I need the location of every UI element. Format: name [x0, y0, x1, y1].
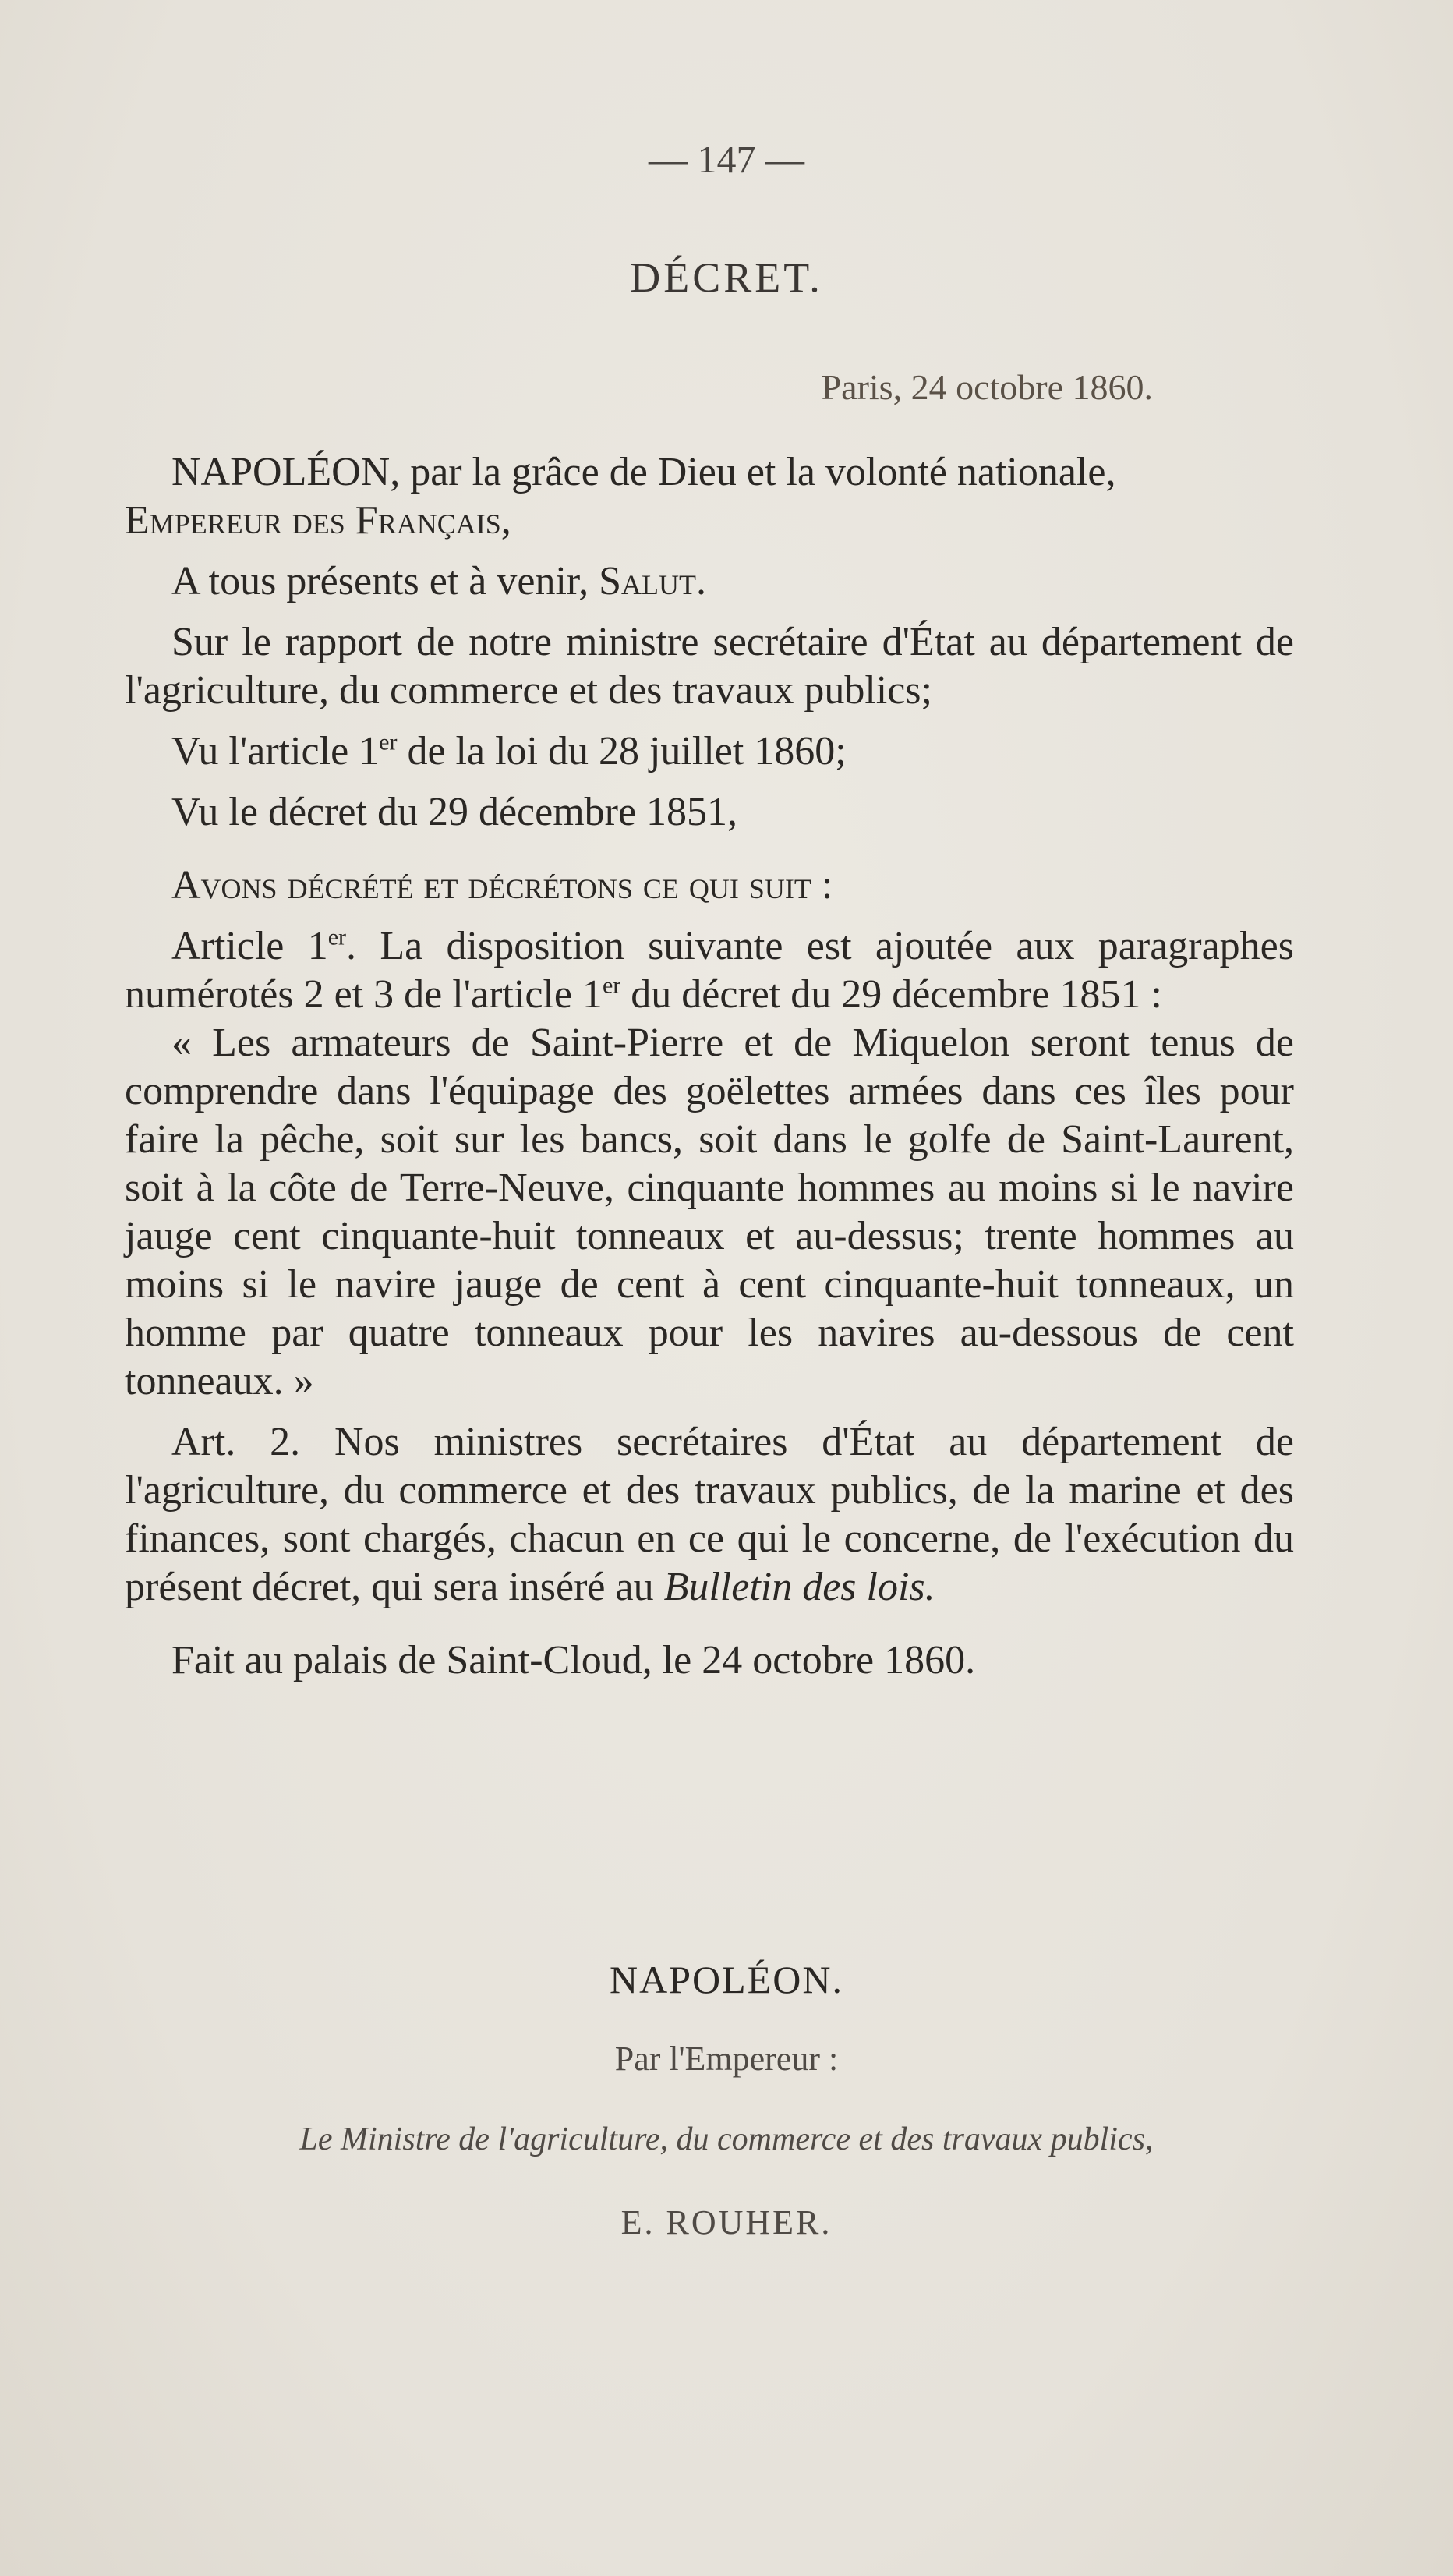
article-1-head: Article 1 — [171, 924, 328, 968]
article-1-text-b: du décret du 29 décembre 1851 : — [620, 972, 1162, 1017]
salut-word: Salut. — [599, 559, 707, 603]
article-1-head-sup: er — [327, 924, 347, 950]
fait-line: Fait au palais de Saint-Cloud, le 24 octobre 1860. — [171, 1638, 976, 1683]
intro-line-2: Empereur des Français, — [125, 498, 511, 543]
intro-line-1: NAPOLÉON, par la grâce de Dieu et la volonté nationale, — [171, 450, 1116, 494]
vu-loi-line — [125, 727, 1294, 776]
vu-loi-a: Vu l'article 1 — [171, 729, 380, 773]
minister-name: E. ROUHER. — [620, 2203, 833, 2242]
par-empereur: Par l'Empereur : — [614, 2040, 839, 2078]
article-2 — [125, 1418, 1294, 1612]
decree-body — [125, 448, 1294, 1685]
article-2-text: Art. 2. Nos ministres secrétaires d'État au département de l'agriculture, du commerce et des travaux publics, de la marine et des finances, sont chargés, chacun en ce qui le concerne, de l'exécution du présent décret, qui sera inséré au — [125, 1420, 1294, 1609]
salut-line — [125, 557, 1294, 606]
article-1-text-sup: er — [602, 972, 621, 999]
bulletin-des-lois: Bulletin des lois. — [663, 1565, 935, 1609]
article-1-text-a: . La disposition suivante est ajoutée aux paragraphes numérotés 2 et 3 de l'article 1 — [125, 924, 1294, 1017]
page-number: — 147 — — [649, 137, 804, 181]
vu-decret-line: Vu le décret du 29 décembre 1851, — [171, 790, 738, 834]
vu-loi-b: de la loi du 28 juillet 1860; — [397, 729, 847, 773]
salut-prefix: A tous présents et à venir, — [171, 559, 599, 603]
avons-decrete: Avons décrété et décrétons ce qui suit : — [171, 863, 833, 908]
minister-title: Le Ministre de l'agriculture, du commerce et des travaux publics, — [299, 2121, 1154, 2157]
article-1-quote: « Les armateurs de Saint-Pierre et de Miquelon seront tenus de comprendre dans l'équipage des goëlettes armées dans ces îles pour faire la pêche, soit sur les bancs, soit dans le golfe de Saint-Laurent, soit à la côte de Terre-Neuve, cinquante hommes au moins si le navire jauge cent cinquante-huit tonneaux et au-dessus; trente hommes au moins si le navire jauge de cent à cent cinquante-huit tonneaux, un homme par quatre tonneaux pour les navires au-dessous de cent tonneaux. » — [125, 1021, 1294, 1403]
rapport-paragraph: Sur le rapport de notre ministre secrétaire d'État au département de l'agriculture, du commerce et des travaux publics; — [125, 620, 1294, 713]
signature: NAPOLÉON. — [610, 1958, 843, 2001]
dateline: Paris, 24 octobre 1860. — [821, 367, 1153, 407]
article-1 — [125, 922, 1294, 1019]
vu-loi-sup: er — [379, 729, 398, 755]
document-title: DÉCRET. — [630, 254, 823, 301]
